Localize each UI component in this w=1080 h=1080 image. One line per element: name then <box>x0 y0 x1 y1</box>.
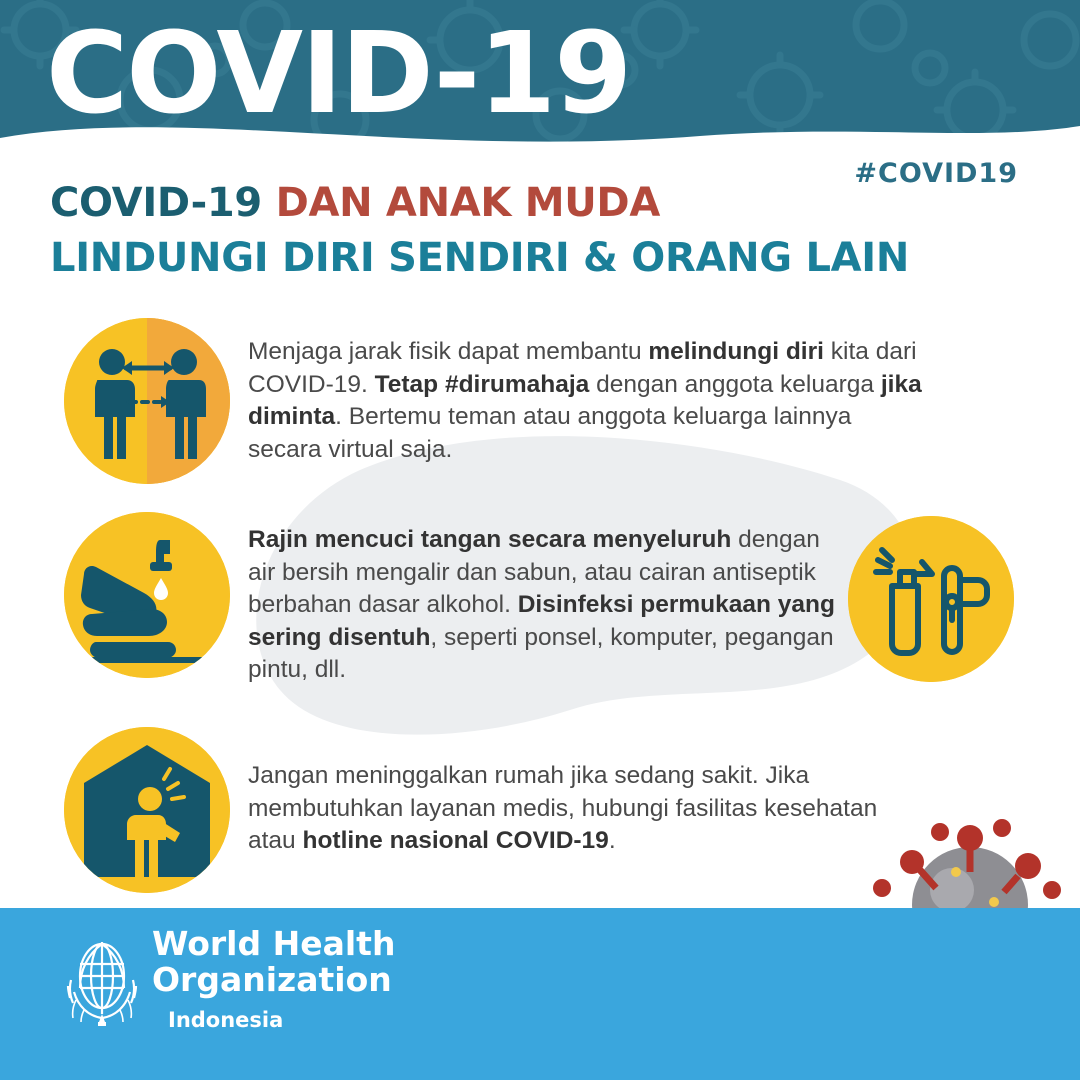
row-1-text-segment: melindungi diri <box>648 338 824 365</box>
headline-primary <box>50 180 660 226</box>
who-org-line1: World Health <box>152 924 396 963</box>
page-title: COVID-19 <box>46 9 631 139</box>
footer-bar <box>0 908 1080 1080</box>
who-logo <box>58 930 146 1028</box>
headline-primary-part1: COVID-19 <box>50 180 276 226</box>
row-1-text-segment: Tetap #dirumahaja <box>374 370 590 398</box>
physical-distancing-icon <box>64 318 230 484</box>
hashtag-label: #COVID19 <box>854 158 1018 189</box>
row-3-text-segment: . <box>608 827 616 855</box>
stay-home-if-sick-icon <box>64 727 230 893</box>
row-1-text-segment: Menjaga jarak fisik dapat membantu <box>248 338 649 365</box>
header-banner <box>0 0 1080 150</box>
row-2-text-segment: , seperti ponsel, komputer, pegangan pintu, dll. <box>248 623 834 684</box>
row-3-text-segment: Jangan meninggalkan rumah jika sedang sakit. Jika membutuhkan layanan medis, hubungi fasilitas kesehatan atau <box>248 762 878 855</box>
row-3-text-segment: hotline nasional COVID-19 <box>302 827 609 855</box>
headline-primary-part2: DAN ANAK MUDA <box>275 180 660 226</box>
row-1-text-segment: . Bertemu teman atau anggota keluarga lainnya secara virtual saja. <box>248 403 852 463</box>
row-2-text-segment: Rajin mencuci tangan secara menyeluruh <box>248 526 732 553</box>
disinfect-spray-doorhandle-icon <box>848 516 1014 682</box>
row-2-text-segment: Disinfeksi permukaan yang sering disentuh <box>248 591 835 651</box>
who-country-label: Indonesia <box>168 1008 284 1032</box>
who-org-name <box>152 926 395 997</box>
row-1-text <box>248 336 928 466</box>
handwashing-icon <box>64 512 230 678</box>
headline-secondary: LINDUNGI DIRI SENDIRI & ORANG LAIN <box>50 235 910 281</box>
row-1-text-segment: dengan anggota keluarga <box>589 370 881 398</box>
row-1-text-segment: kita dari COVID-19. <box>248 338 917 398</box>
row-2-text-segment: dengan air bersih mengalir dan sabun, atau cairan antiseptik berbahan dasar alkohol. <box>248 526 820 619</box>
row-3-text <box>248 760 908 858</box>
row-2-text <box>248 524 848 687</box>
who-org-line2: Organization <box>152 959 392 999</box>
row-1-text-segment: jika diminta <box>248 370 922 431</box>
